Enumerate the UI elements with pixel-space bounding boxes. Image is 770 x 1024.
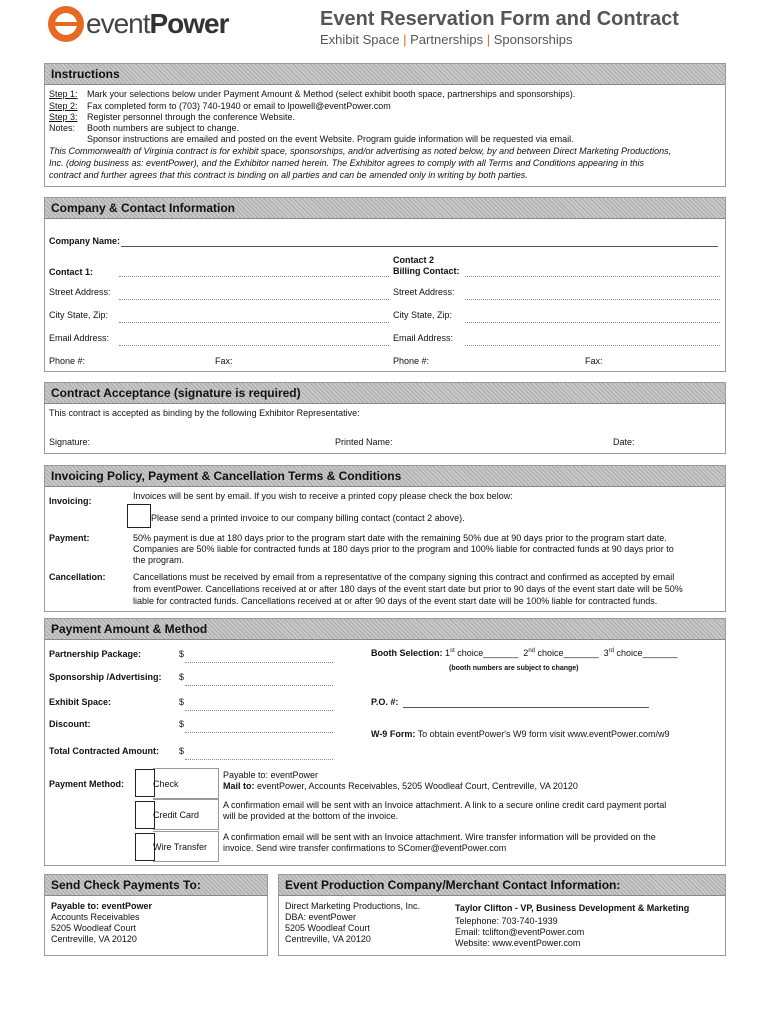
check-payable: Payable to: eventPower	[223, 770, 319, 780]
instructions-section	[44, 63, 726, 187]
production-company: Direct Marketing Productions, Inc.	[285, 901, 421, 911]
po-label: P.O. #:	[371, 697, 399, 707]
form-title: Event Reservation Form and Contract	[320, 8, 679, 30]
signature-label[interactable]: Signature:	[49, 437, 91, 447]
contact2-label: Contact 2	[393, 255, 435, 265]
total-label: Total Contracted Amount:	[49, 746, 159, 756]
total-dollar: $	[179, 746, 185, 756]
exhibit-field[interactable]	[185, 710, 333, 711]
invoicing-heading: Invoicing Policy, Payment & Cancellation Terms & Conditions	[45, 466, 725, 487]
date-label[interactable]: Date:	[613, 437, 635, 447]
contact2-field[interactable]	[465, 276, 720, 277]
printed-invoice-text: Please send a printed invoice to our company billing contact (contact 2 above).	[151, 513, 465, 523]
po-field[interactable]	[403, 707, 649, 708]
cancellation-2: from eventPower. Cancellations received at or after 180 days of the event start date but prior to 90 days of the event start date will be 50%	[133, 584, 683, 594]
contract-heading: Contract Acceptance (signature is required)	[45, 383, 725, 404]
send-check-line2: Accounts Receivables	[51, 912, 140, 922]
notes-label: Notes:	[49, 123, 76, 133]
payment-section	[44, 618, 726, 866]
step1-label: Step 1:	[49, 89, 78, 99]
check-checkbox[interactable]	[135, 769, 155, 797]
billing-contact-label: Billing Contact:	[393, 266, 460, 276]
sponsorship-field[interactable]	[185, 685, 333, 686]
step3-label: Step 3:	[49, 112, 78, 122]
booth-note: (booth numbers are subject to change)	[449, 665, 579, 672]
invoicing-section	[44, 465, 726, 612]
sponsorship-label: Sponsorship /Advertising:	[49, 672, 162, 682]
production-city: Centreville, VA 20120	[285, 934, 371, 944]
logo-text-light: event	[86, 8, 150, 39]
step3-text: Register personnel through the conference Website.	[87, 112, 295, 122]
company-name-field[interactable]	[121, 246, 718, 247]
logo-text-bold: Power	[149, 8, 229, 39]
invoicing-label: Invoicing:	[49, 496, 92, 506]
production-heading: Event Production Company/Merchant Contact Information:	[279, 875, 725, 896]
contract-section	[44, 382, 726, 454]
production-street: 5205 Woodleaf Court	[285, 923, 370, 933]
production-section	[278, 874, 726, 956]
send-check-line4: Centreville, VA 20120	[51, 934, 137, 944]
wire-text-1: A confirmation email will be sent with an Invoice attachment. Wire transfer information will be provided on the	[223, 832, 656, 842]
phone2-label: Phone #:	[393, 356, 430, 366]
contact1-label: Contact 1:	[49, 267, 94, 277]
payment-terms-1: 50% payment is due at 180 days prior to the program start date with the remaining 50% due at 90 days prior to the program start date.	[133, 533, 667, 543]
company-name-label: Company Name:	[49, 236, 121, 246]
production-phone: Telephone: 703-740-1939	[455, 916, 558, 926]
street1-label: Street Address:	[49, 287, 111, 297]
booth-selection[interactable]: Booth Selection: 1st choice_______ 2nd choice_______ 3rd choice_______	[371, 648, 678, 658]
send-check-heading: Send Check Payments To:	[45, 875, 267, 896]
city2-label: City State, Zip:	[393, 310, 453, 320]
notes-text-1: Booth numbers are subject to change.	[87, 123, 240, 133]
production-email[interactable]: Email: tclifton@eventPower.com	[455, 927, 585, 937]
wire-transfer-checkbox[interactable]	[135, 833, 155, 861]
discount-field[interactable]	[185, 732, 333, 733]
contact1-field[interactable]	[119, 276, 389, 277]
credit-card-text-1: A confirmation email will be sent with an Invoice attachment. A link to a secure online credit card payment portal	[223, 800, 667, 810]
production-dba: DBA: eventPower	[285, 912, 357, 922]
contract-intro-2: Inc. (doing business as: eventPower), and the Exhibitor named herein. The Exhibitor agrees to comply with all Terms and Conditions appearing in this	[49, 158, 644, 168]
binding-text: This contract is accepted as binding by the following Exhibitor Representative:	[49, 408, 360, 418]
company-heading: Company & Contact Information	[45, 198, 725, 219]
step1-text: Mark your selections below under Payment Amount & Method (select exhibit booth space, partnerships and sponsorships).	[87, 89, 576, 99]
discount-dollar: $	[179, 719, 185, 729]
check-label: Check	[153, 779, 179, 789]
email2-label: Email Address:	[393, 333, 454, 343]
credit-card-text-2: will be provided at the bottom of the invoice.	[223, 811, 399, 821]
payment-terms-2: Companies are 50% liable for contracted funds at 180 days prior to the program and 100% liable for contracted funds at 90 days prior to	[133, 544, 674, 554]
cancellation-label: Cancellation:	[49, 572, 106, 582]
printed-name-label[interactable]: Printed Name:	[335, 437, 393, 447]
send-check-line3: 5205 Woodleaf Court	[51, 923, 136, 933]
step2-text: Fax completed form to (703) 740-1940 or email to lpowell@eventPower.com	[87, 101, 391, 111]
exhibit-label: Exhibit Space:	[49, 697, 112, 707]
city2-field[interactable]	[465, 322, 720, 323]
contract-intro-3: contract and further agrees that this contract is binding on all parties and can be amended only in writing by both parties.	[49, 170, 528, 180]
sponsorship-dollar: $	[179, 672, 185, 682]
cancellation-1: Cancellations must be received by email from a representative of the company signing this contract and confirmed as accepted by email	[133, 572, 675, 582]
cancellation-3: liable for contracted funds. Cancellations received at or after 90 days of the event start date will be 100% liable for contracted funds.	[133, 596, 658, 606]
check-mail: Mail to: eventPower, Accounts Receivables, 5205 Woodleaf Court, Centreville, VA 20120	[223, 781, 578, 791]
company-section	[44, 197, 726, 372]
instructions-heading: Instructions	[45, 64, 725, 85]
eventpower-logo	[48, 6, 248, 46]
fax1-label: Fax:	[215, 356, 233, 366]
production-website[interactable]: Website: www.eventPower.com	[455, 938, 581, 948]
email1-field[interactable]	[119, 345, 389, 346]
production-contact-name: Taylor Clifton - VP, Business Development & Marketing	[455, 903, 690, 913]
email1-label: Email Address:	[49, 333, 110, 343]
phone1-label: Phone #:	[49, 356, 86, 366]
w9-line: W-9 Form: To obtain eventPower's W9 form visit www.eventPower.com/w9	[371, 729, 670, 739]
form-subtitle: Exhibit Space | Partnerships | Sponsorships	[320, 32, 573, 47]
city1-field[interactable]	[119, 322, 389, 323]
fax2-label: Fax:	[585, 356, 603, 366]
credit-card-label: Credit Card	[153, 810, 200, 820]
invoicing-text: Invoices will be sent by email. If you wish to receive a printed copy please check the box below:	[133, 491, 513, 501]
city1-label: City State, Zip:	[49, 310, 109, 320]
partnership-field[interactable]	[185, 662, 333, 663]
send-check-section	[44, 874, 268, 956]
payment-method-label: Payment Method:	[49, 779, 125, 789]
payment-terms-label: Payment:	[49, 533, 90, 543]
partnership-dollar: $	[179, 649, 185, 659]
payment-terms-3: the program.	[133, 555, 185, 565]
printed-invoice-checkbox[interactable]	[127, 504, 151, 528]
notes-text-2: Sponsor instructions are emailed and posted on the event Website. Program guide information will be requested via email.	[87, 134, 574, 144]
partnership-label: Partnership Package:	[49, 649, 142, 659]
street2-label: Street Address:	[393, 287, 455, 297]
wire-transfer-label: Wire Transfer	[153, 842, 208, 852]
contract-intro-1: This Commonwealth of Virginia contract is for exhibit space, sponsorships, and/or advertising as noted below, by and between Direct Marketing Productions,	[49, 146, 672, 156]
wire-text-2: invoice. Send wire transfer confirmations to SComer@eventPower.com	[223, 843, 507, 853]
credit-card-checkbox[interactable]	[135, 801, 155, 829]
street1-field[interactable]	[119, 299, 389, 300]
total-field[interactable]	[185, 759, 333, 760]
send-check-line1: Payable to: eventPower	[51, 901, 153, 911]
exhibit-dollar: $	[179, 697, 185, 707]
email2-field[interactable]	[465, 345, 720, 346]
step2-label: Step 2:	[49, 101, 78, 111]
discount-label: Discount:	[49, 719, 91, 729]
payment-heading: Payment Amount & Method	[45, 619, 725, 640]
street2-field[interactable]	[465, 299, 720, 300]
